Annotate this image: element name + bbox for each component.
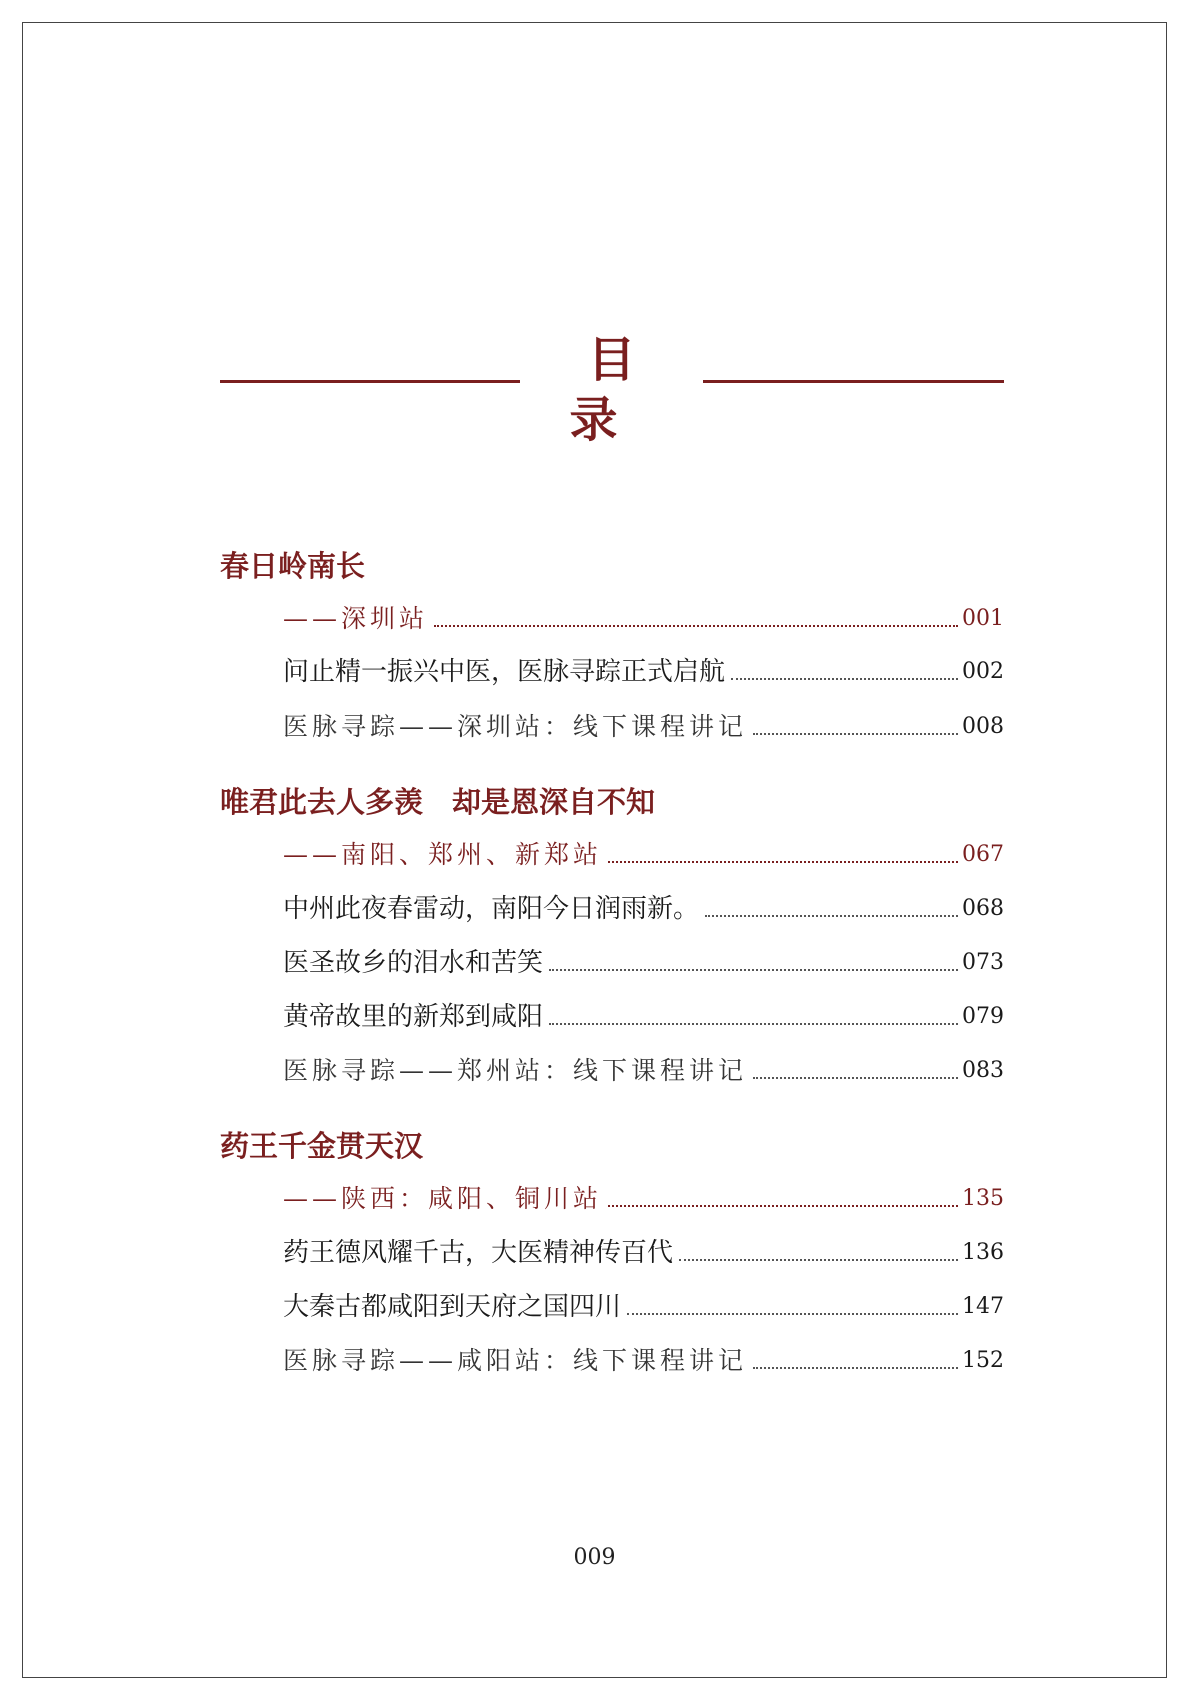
leader-dots bbox=[434, 625, 958, 627]
toc-entry[interactable] bbox=[283, 1233, 1004, 1273]
entry-label: 药王德风耀千古，大医精神传百代 bbox=[283, 1238, 674, 1268]
entry-label: 医脉寻踪——咸阳站：线下课程讲记 bbox=[283, 1346, 748, 1375]
entry-page: 073 bbox=[962, 950, 1004, 975]
entry-label: 问止精一振兴中医，医脉寻踪正式启航 bbox=[283, 657, 726, 687]
leader-dots bbox=[731, 678, 958, 680]
toc-entry[interactable] bbox=[283, 889, 1004, 929]
entry-page: 079 bbox=[962, 1004, 1004, 1029]
entry-label: ——陕西：咸阳、铜川站 bbox=[283, 1184, 603, 1213]
toc-entry[interactable] bbox=[283, 943, 1004, 983]
section-title: 唯君此去人多羡 却是恩深自不知 bbox=[220, 785, 656, 819]
section-title: 春日岭南长 bbox=[220, 549, 366, 583]
entry-page: 136 bbox=[962, 1240, 1004, 1265]
toc-entry[interactable] bbox=[283, 1341, 1004, 1381]
entry-page: 068 bbox=[962, 896, 1004, 921]
toc-heading bbox=[0, 330, 1189, 448]
toc-entry[interactable] bbox=[283, 835, 1004, 875]
page-title: 目 录 bbox=[569, 332, 672, 448]
leader-dots bbox=[705, 915, 958, 917]
toc-entry[interactable] bbox=[283, 1287, 1004, 1327]
leader-dots bbox=[549, 969, 958, 971]
entry-page: 135 bbox=[962, 1186, 1004, 1211]
entry-page: 067 bbox=[962, 842, 1004, 867]
leader-dots bbox=[753, 1077, 958, 1079]
page-number: 009 bbox=[573, 1545, 616, 1570]
leader-dots bbox=[753, 1367, 958, 1369]
toc-entry[interactable] bbox=[283, 707, 1004, 747]
page-frame-bottom bbox=[22, 1677, 1167, 1678]
entry-label: 黄帝故里的新郑到咸阳 bbox=[283, 1002, 544, 1032]
leader-dots bbox=[753, 733, 958, 735]
entry-label: ——深圳站 bbox=[283, 604, 429, 633]
entry-page: 002 bbox=[962, 659, 1004, 684]
entry-label: ——南阳、郑州、新郑站 bbox=[283, 840, 603, 869]
page-frame-right bbox=[1166, 22, 1167, 1677]
leader-dots bbox=[608, 861, 958, 863]
toc-entry[interactable] bbox=[283, 1051, 1004, 1091]
toc-entry[interactable] bbox=[283, 997, 1004, 1037]
toc-entry[interactable] bbox=[283, 599, 1004, 639]
page-frame-left bbox=[22, 22, 23, 1677]
toc-entry[interactable] bbox=[283, 1179, 1004, 1219]
entry-page: 083 bbox=[962, 1058, 1004, 1083]
entry-label: 大秦古都咸阳到天府之国四川 bbox=[283, 1292, 622, 1322]
entry-page: 147 bbox=[962, 1294, 1004, 1319]
entry-label: 医圣故乡的泪水和苦笑 bbox=[283, 948, 544, 978]
entry-page: 152 bbox=[962, 1348, 1004, 1373]
entry-label: 医脉寻踪——郑州站：线下课程讲记 bbox=[283, 1056, 748, 1085]
entry-label: 医脉寻踪——深圳站：线下课程讲记 bbox=[283, 712, 748, 741]
leader-dots bbox=[627, 1313, 958, 1315]
leader-dots bbox=[679, 1259, 958, 1261]
entry-page: 008 bbox=[962, 714, 1004, 739]
section-title: 药王千金贯天汉 bbox=[220, 1129, 424, 1163]
toc-entry[interactable] bbox=[283, 652, 1004, 692]
leader-dots bbox=[608, 1205, 958, 1207]
heading-rule-right bbox=[703, 380, 1004, 383]
page-frame-top bbox=[22, 22, 1167, 23]
entry-page: 001 bbox=[962, 606, 1004, 631]
leader-dots bbox=[549, 1023, 958, 1025]
entry-label: 中州此夜春雷动，南阳今日润雨新。 bbox=[283, 894, 700, 924]
heading-rule-left bbox=[220, 380, 520, 383]
